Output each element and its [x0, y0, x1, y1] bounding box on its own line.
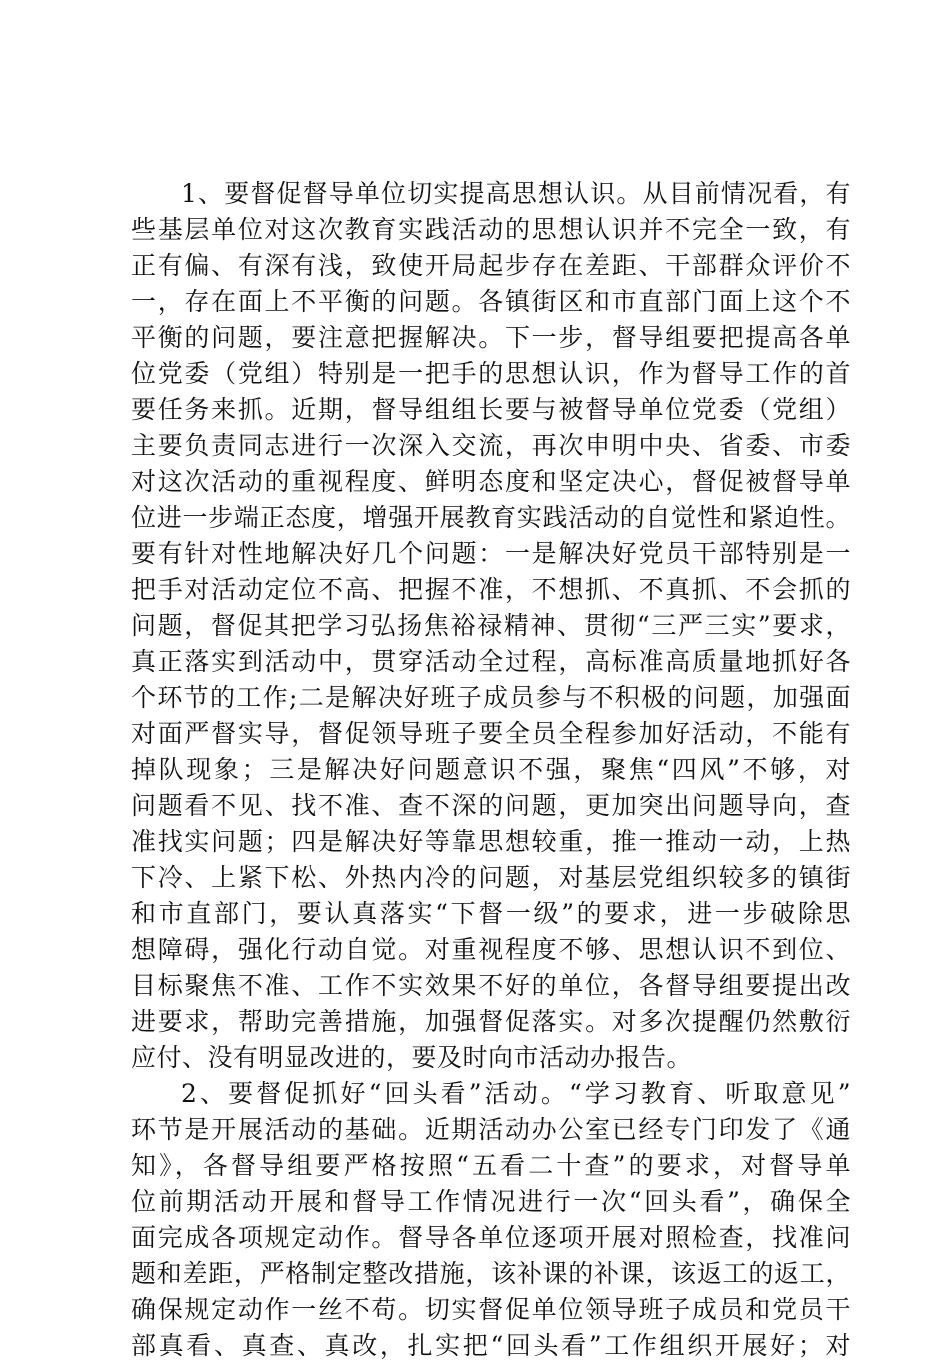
- paragraph-1-line: 把手对活动定位不高、把握不准，不想抓、不真抓、不会抓的: [131, 575, 851, 604]
- paragraph-1-line: 对这次活动的重视程度、鲜明态度和坚定决心，督促被督导单: [131, 467, 851, 496]
- document-body: [131, 176, 851, 1364]
- paragraph-1-line: 要有针对性地解决好几个问题：一是解决好党员干部特别是一: [131, 539, 851, 568]
- paragraph-1-line: 平衡的问题，要注意把握解决。下一步，督导组要把提高各单: [131, 323, 851, 352]
- paragraph-2-line: 部真看、真查、真改，扎实把“回头看”工作组织开展好；对: [131, 1331, 851, 1360]
- paragraph-1-line: 准找实问题；四是解决好等靠思想较重，推一推动一动，上热: [131, 827, 851, 856]
- paragraph-1-line: 问题看不见、找不准、查不深的问题，更加突出问题导向，查: [131, 791, 851, 820]
- paragraph-1-line: 1、要督促督导单位切实提高思想认识。从目前情况看，有: [181, 179, 851, 208]
- paragraph-1-line: 目标聚焦不准、工作不实效果不好的单位，各督导组要提出改: [131, 971, 851, 1000]
- paragraph-1-line: 和市直部门，要认真落实“下督一级”的要求，进一步破除思: [131, 899, 851, 928]
- paragraph-2-line: 面完成各项规定动作。督导各单位逐项开展对照检查，找准问: [131, 1223, 851, 1252]
- paragraph-1-line: 主要负责同志进行一次深入交流，再次申明中央、省委、市委: [131, 431, 851, 460]
- paragraph-1-line: 一，存在面上不平衡的问题。各镇街区和市直部门面上这个不: [131, 287, 851, 316]
- paragraph-1-line: 进要求，帮助完善措施，加强督促落实。对多次提醒仍然敷衍: [131, 1007, 851, 1036]
- paragraph-1-line: 真正落实到活动中，贯穿活动全过程，高标准高质量地抓好各: [131, 647, 851, 676]
- paragraph-1-line: 位进一步端正态度，增强开展教育实践活动的自觉性和紧迫性。: [131, 503, 851, 532]
- paragraph-1-line: 位党委（党组）特别是一把手的思想认识，作为督导工作的首: [131, 359, 851, 388]
- paragraph-1-line: 些基层单位对这次教育实践活动的思想认识并不完全一致，有: [131, 215, 851, 244]
- paragraph-2-line: 2、要督促抓好“回头看”活动。“学习教育、听取意见”: [181, 1079, 851, 1108]
- paragraph-1-line: 掉队现象；三是解决好问题意识不强，聚焦“四风”不够，对: [131, 755, 851, 784]
- paragraph-1-line: 下冷、上紧下松、外热内冷的问题，对基层党组织较多的镇街: [131, 863, 851, 892]
- paragraph-1-line: 要任务来抓。近期，督导组组长要与被督导单位党委（党组）: [131, 395, 851, 424]
- paragraph-1-line: 想障碍，强化行动自觉。对重视程度不够、思想认识不到位、: [131, 935, 851, 964]
- paragraph-2-line: 知》，各督导组要严格按照“五看二十查”的要求，对督导单: [131, 1151, 851, 1180]
- paragraph-2-line: 题和差距，严格制定整改措施，该补课的补课，该返工的返工，: [131, 1259, 851, 1288]
- paragraph-1-line: 正有偏、有深有浅，致使开局起步存在差距、干部群众评价不: [131, 251, 851, 280]
- paragraph-1-line: 个环节的工作;二是解决好班子成员参与不积极的问题，加强面: [131, 683, 851, 712]
- paragraph-2-line: 环节是开展活动的基础。近期活动办公室已经专门印发了《通: [131, 1115, 851, 1144]
- paragraph-1-line: 问题，督促其把学习弘扬焦裕禄精神、贯彻“三严三实”要求，: [131, 611, 851, 640]
- paragraph-2-line: 位前期活动开展和督导工作情况进行一次“回头看”，确保全: [131, 1187, 851, 1216]
- paragraph-1-line: 应付、没有明显改进的，要及时向市活动办报告。: [131, 1043, 693, 1072]
- paragraph-2-line: 确保规定动作一丝不苟。切实督促单位领导班子成员和党员干: [131, 1295, 851, 1324]
- paragraph-1-line: 对面严督实导，督促领导班子要全员全程参加好活动，不能有: [131, 719, 851, 748]
